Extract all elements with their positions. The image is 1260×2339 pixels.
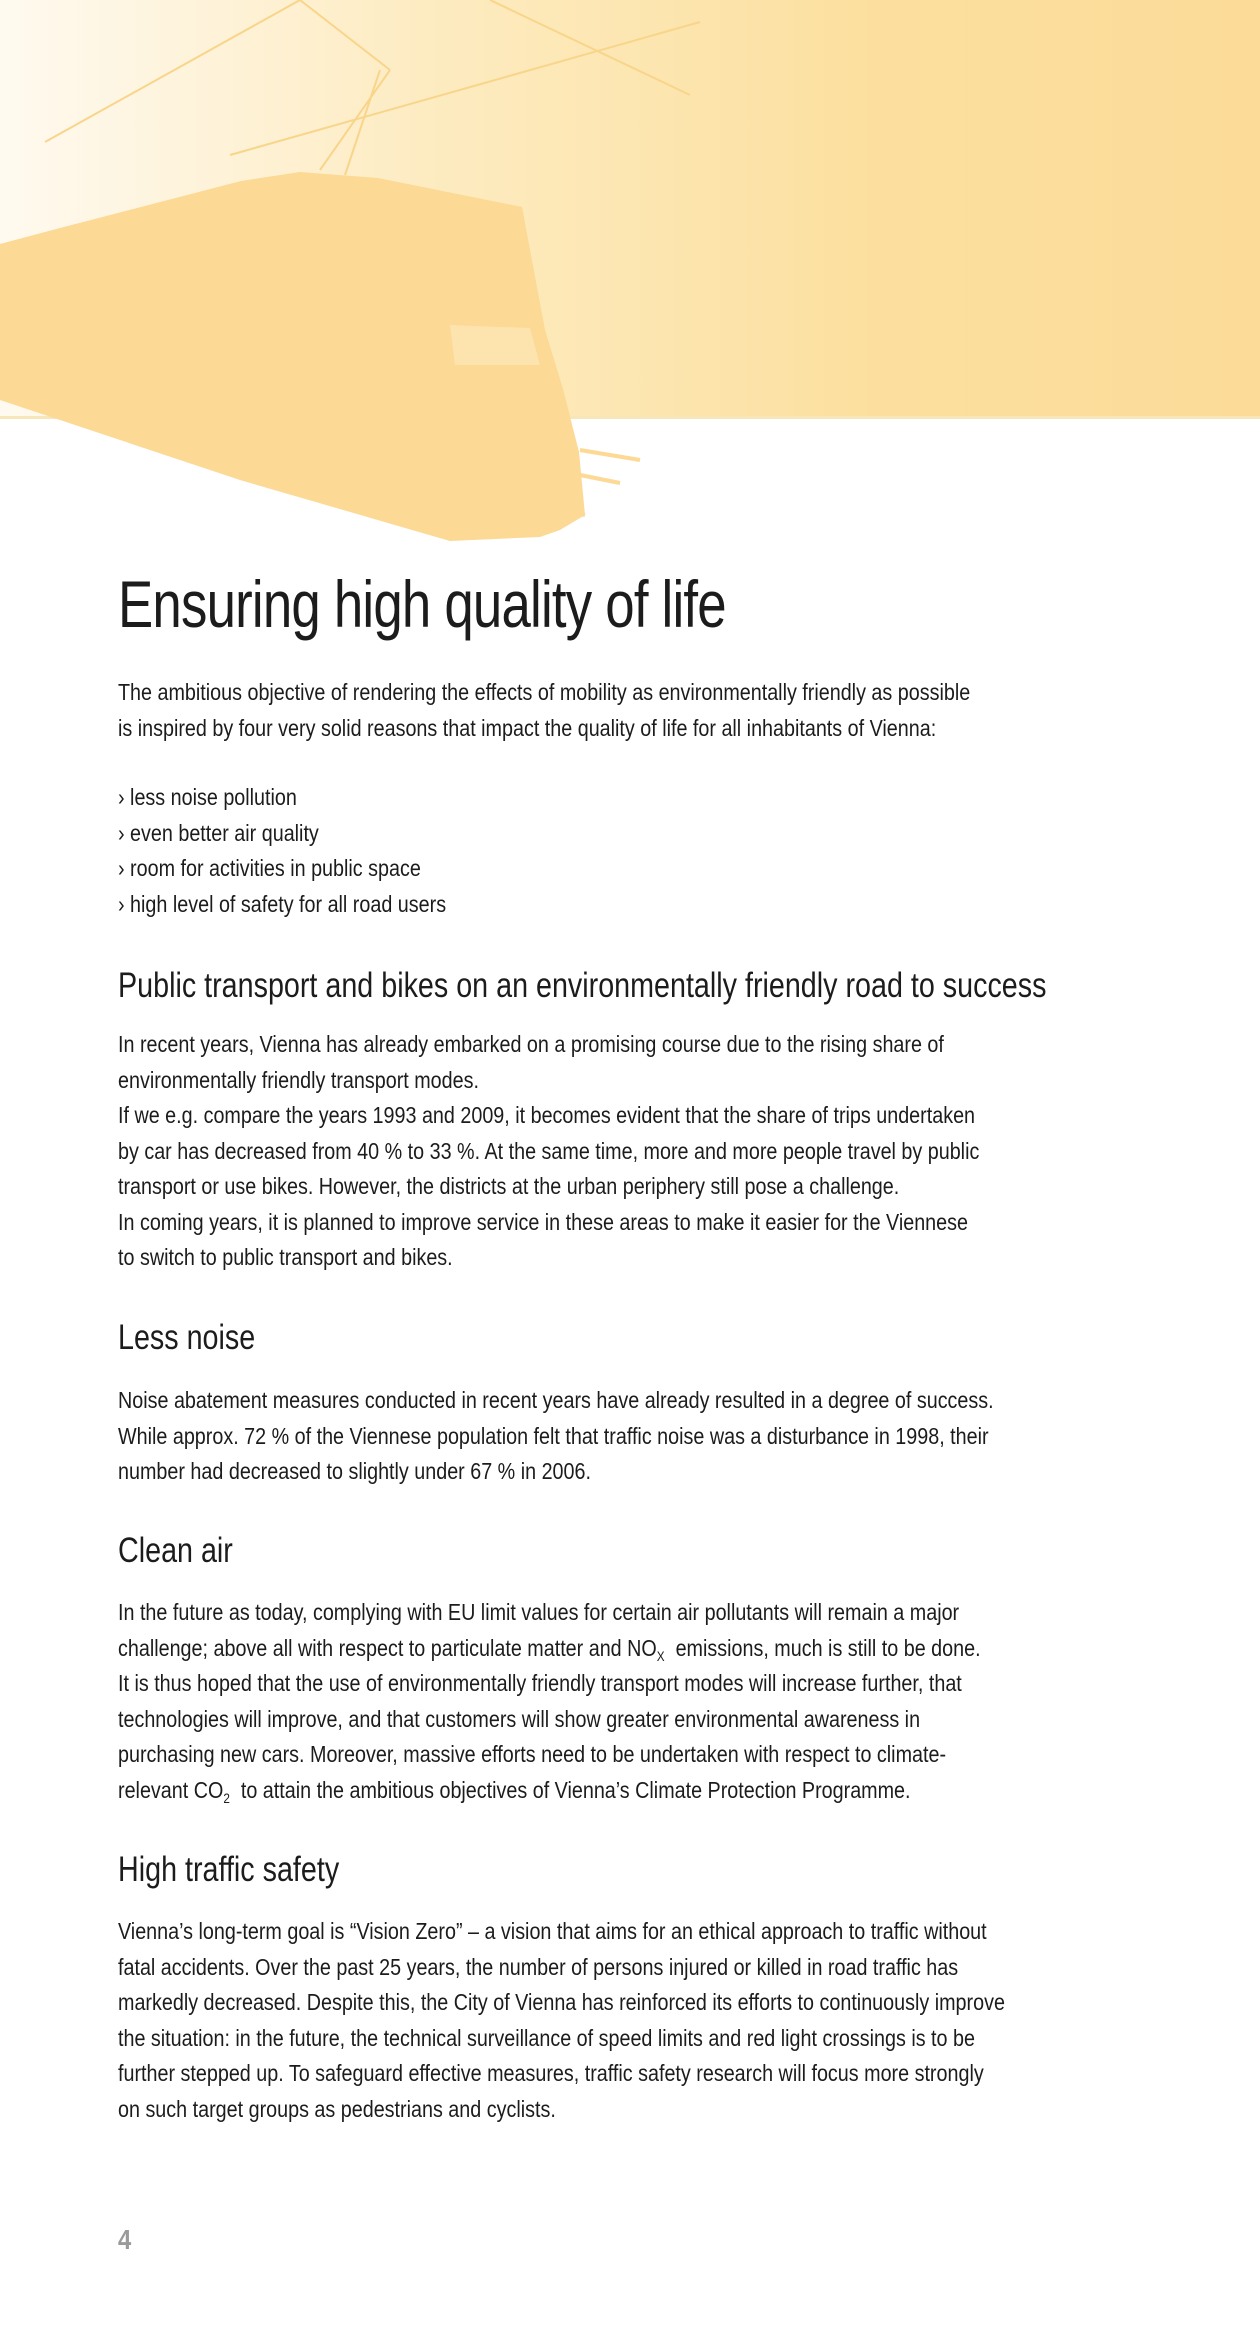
text-line: purchasing new cars. Moreover, massive efforts need to be undertaken with respect to climate- bbox=[118, 1741, 947, 1767]
text-line: Noise abatement measures conducted in recent years have already resulted in a degree of success. bbox=[118, 1387, 994, 1413]
text-line: In recent years, Vienna has already embarked on a promising course due to the rising share of bbox=[118, 1031, 944, 1057]
text-line: environmentally friendly transport modes. bbox=[118, 1066, 479, 1093]
text-line: The ambitious objective of rendering the effects of mobility as environmentally friendly as possible bbox=[118, 679, 971, 705]
text-line bbox=[118, 1773, 981, 1809]
section-heading-transport: Public transport and bikes on an environmentally friendly road to success bbox=[118, 966, 1047, 1005]
text-line bbox=[118, 1631, 981, 1667]
text-segment: emissions, much is still to be done. bbox=[664, 1634, 981, 1661]
text-line: fatal accidents. Over the past 25 years, the number of persons injured or killed in road traffic has bbox=[118, 1953, 959, 1980]
text-line: the situation: in the future, the technical surveillance of speed limits and red light crossings is to be bbox=[118, 2024, 975, 2051]
page-number: 4 bbox=[118, 2224, 132, 2255]
subscript: X bbox=[656, 1647, 665, 1664]
tram-illustration bbox=[0, 0, 1260, 580]
noise-paragraph bbox=[118, 1383, 994, 1490]
text-segment: challenge; above all with respect to particulate matter and NO bbox=[118, 1634, 657, 1661]
list-item: › less noise pollution bbox=[118, 784, 297, 810]
text-line: markedly decreased. Despite this, the City of Vienna has reinforced its efforts to continuously improve bbox=[118, 1989, 1005, 2015]
transport-paragraph bbox=[118, 1027, 979, 1276]
air-paragraph bbox=[118, 1595, 981, 1808]
page-title: Ensuring high quality of life bbox=[118, 567, 726, 641]
list-item: › high level of safety for all road users bbox=[118, 890, 447, 917]
text-line: transport or use bikes. However, the districts at the urban periphery still pose a challenge. bbox=[118, 1173, 900, 1199]
text-line: It is thus hoped that the use of environmentally friendly transport modes will increase further, that bbox=[118, 1670, 962, 1696]
intro-paragraph bbox=[118, 675, 970, 746]
section-heading-air: Clean air bbox=[118, 1531, 233, 1570]
reasons-list bbox=[118, 780, 446, 922]
text-segment: relevant CO bbox=[118, 1776, 224, 1803]
text-line: number had decreased to slightly under 67 % in 2006. bbox=[118, 1458, 591, 1484]
list-item: › even better air quality bbox=[118, 819, 319, 846]
text-line: by car has decreased from 40 % to 33 %. At the same time, more and more people travel by public bbox=[118, 1137, 980, 1164]
text-line: If we e.g. compare the years 1993 and 2009, it becomes evident that the share of trips undertaken bbox=[118, 1102, 976, 1128]
section-heading-safety: High traffic safety bbox=[118, 1850, 340, 1889]
text-line: In the future as today, complying with EU limit values for certain air pollutants will remain a major bbox=[118, 1599, 960, 1625]
text-line: is inspired by four very solid reasons that impact the quality of life for all inhabitants of Vienna: bbox=[118, 714, 937, 741]
text-segment: to attain the ambitious objectives of Vienna’s Climate Protection Programme. bbox=[229, 1776, 911, 1803]
text-line: to switch to public transport and bikes. bbox=[118, 1244, 453, 1270]
text-line: further stepped up. To safeguard effective measures, traffic safety research will focus more strongly bbox=[118, 2060, 984, 2086]
text-line: technologies will improve, and that customers will show greater environmental awareness in bbox=[118, 1705, 921, 1732]
text-line: Vienna’s long-term goal is “Vision Zero” – a vision that aims for an ethical approach to traffic without bbox=[118, 1918, 987, 1944]
section-heading-noise: Less noise bbox=[118, 1318, 256, 1357]
subscript: 2 bbox=[223, 1789, 230, 1806]
text-line: While approx. 72 % of the Viennese population felt that traffic noise was a disturbance in 1998, their bbox=[118, 1422, 989, 1449]
list-item: › room for activities in public space bbox=[118, 855, 421, 881]
safety-paragraph bbox=[118, 1914, 1005, 2127]
text-line: on such target groups as pedestrians and cyclists. bbox=[118, 2095, 556, 2122]
text-line: In coming years, it is planned to improve service in these areas to make it easier for the Viennese bbox=[118, 1208, 968, 1235]
